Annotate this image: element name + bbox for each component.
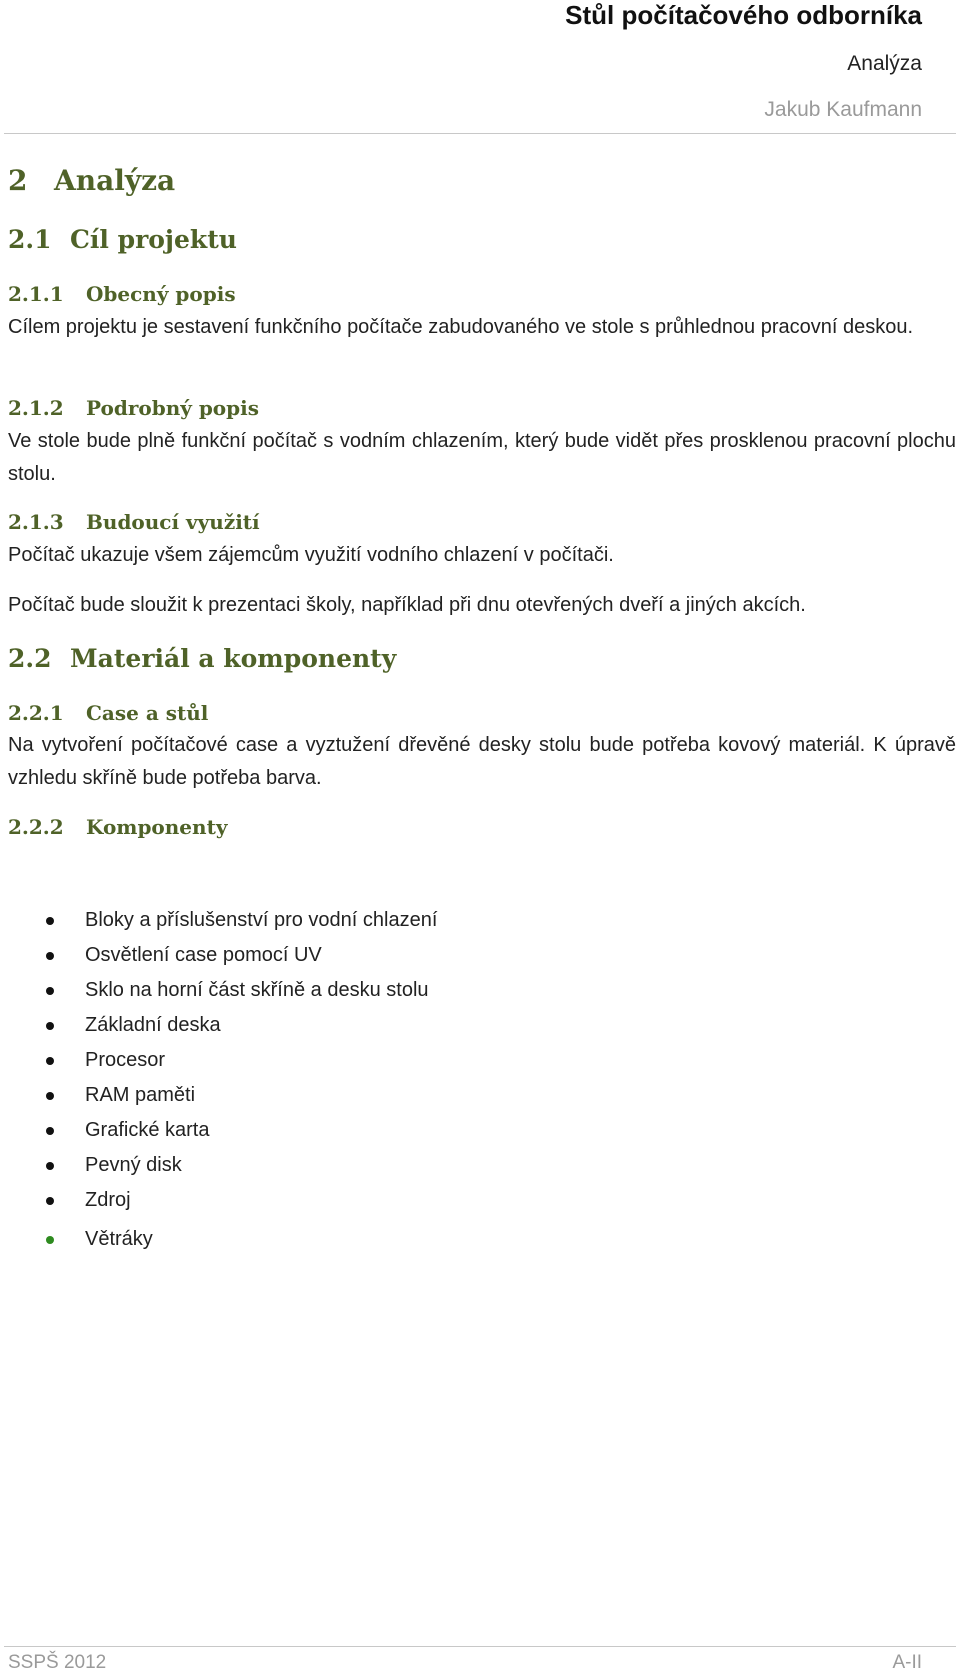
heading-2-2-1	[8, 701, 208, 725]
bullet-icon	[46, 917, 54, 925]
list-item: Procesor	[0, 1043, 960, 1078]
heading-number: 2.2	[8, 644, 52, 673]
heading-number: 2.2.2	[8, 815, 64, 839]
heading-number: 2.1.2	[8, 396, 64, 420]
bullet-icon	[46, 952, 54, 960]
heading-text: Komponenty	[86, 815, 228, 839]
bullet-icon	[46, 1197, 54, 1205]
bullet-icon	[46, 987, 54, 995]
list-item: Pevný disk	[0, 1148, 960, 1183]
footer-left: SSPŠ 2012	[8, 1652, 107, 1673]
heading-text: Case a stůl	[86, 701, 209, 725]
heading-text: Materiál a komponenty	[70, 644, 397, 673]
list-item: Grafické karta	[0, 1113, 960, 1148]
heading-2-1-1	[8, 282, 236, 306]
paragraph-case-a-stul: Na vytvoření počítačové case a vyztužení dřevěné desky stolu bude potřeba kovový materiál. K úpravě vzhledu skříně bude potřeba barva.	[8, 734, 956, 789]
list-item: Osvětlení case pomocí UV	[0, 938, 960, 973]
header-subtitle: Analýza	[847, 52, 922, 75]
bullet-icon	[46, 1057, 54, 1065]
heading-text: Budoucí využití	[86, 510, 260, 534]
heading-number: 2.1	[8, 225, 52, 254]
heading-2-1-3	[8, 510, 260, 534]
heading-number: 2.1.1	[8, 282, 64, 306]
heading-text: Obecný popis	[86, 282, 236, 306]
bullet-icon	[46, 1022, 54, 1030]
heading-2-1	[8, 225, 237, 254]
list-item: Bloky a příslušenství pro vodní chlazení	[0, 903, 960, 938]
heading-number: 2	[8, 164, 28, 197]
paragraph-budouci-vyuziti-2: Počítač bude sloužit k prezentaci školy, například při dnu otevřených dveří a jiných akcích.	[8, 594, 806, 616]
heading-text: Podrobný popis	[86, 396, 259, 420]
heading-2-2	[8, 644, 396, 673]
paragraph-obecny-popis: Cílem projektu je sestavení funkčního počítače zabudovaného ve stole s průhlednou pracovní deskou.	[8, 316, 914, 338]
footer-page-number: A-II	[892, 1652, 922, 1673]
heading-2	[8, 164, 175, 197]
paragraph-podrobny-popis: Ve stole bude plně funkční počítač s vodním chlazením, který bude vidět přes prosklenou pracovní plochu stolu.	[8, 430, 956, 485]
heading-number: 2.1.3	[8, 510, 64, 534]
heading-text: Analýza	[54, 164, 176, 197]
footer-divider	[4, 1646, 956, 1647]
components-list	[0, 903, 960, 1257]
list-item: Větráky	[0, 1222, 960, 1257]
bullet-icon	[46, 1162, 54, 1170]
header-divider	[4, 133, 956, 134]
bullet-icon	[46, 1236, 54, 1244]
bullet-icon	[46, 1127, 54, 1135]
paragraph-budouci-vyuziti-1: Počítač ukazuje všem zájemcům využití vodního chlazení v počítači.	[8, 544, 614, 566]
heading-number: 2.2.1	[8, 701, 64, 725]
list-item: Zdroj	[0, 1183, 960, 1218]
list-item: RAM paměti	[0, 1078, 960, 1113]
heading-2-1-2	[8, 396, 259, 420]
header-title: Stůl počítačového odborníka	[565, 0, 922, 30]
heading-text: Cíl projektu	[70, 225, 237, 254]
list-item: Základní deska	[0, 1008, 960, 1043]
heading-2-2-2	[8, 815, 227, 839]
header-author: Jakub Kaufmann	[764, 98, 922, 121]
list-item: Sklo na horní část skříně a desku stolu	[0, 973, 960, 1008]
bullet-icon	[46, 1092, 54, 1100]
